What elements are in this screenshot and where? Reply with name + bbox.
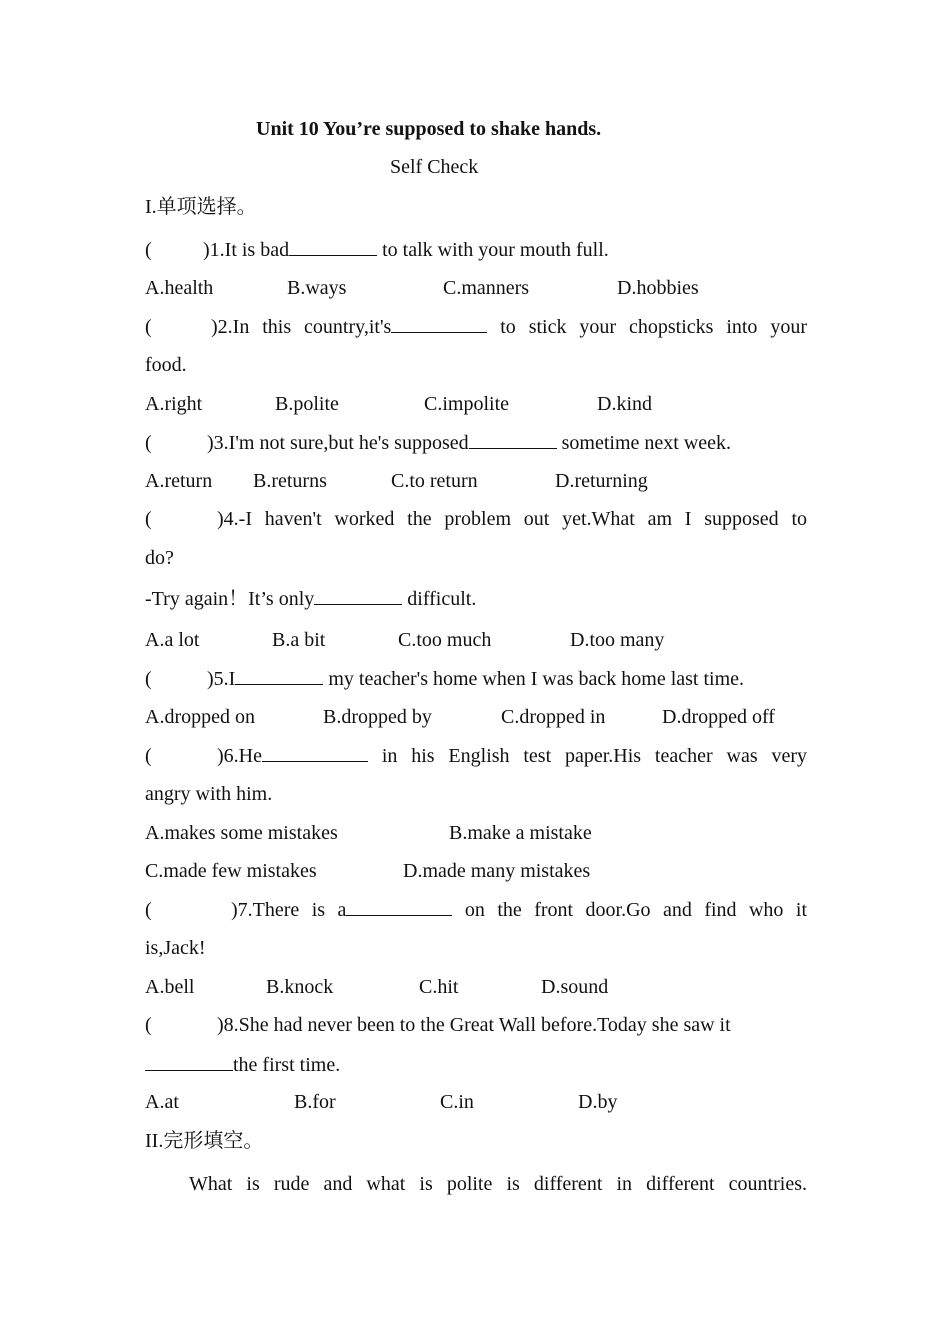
option[interactable]: C.to return [391,470,478,492]
option[interactable]: A.dropped on [145,706,255,728]
answer-blank[interactable] [235,666,323,685]
question-4-dialogue: -Try again！It’s only difficult. [145,588,477,610]
question-2-options [145,392,652,416]
answer-blank[interactable] [469,430,557,449]
answer-blank[interactable] [145,1052,233,1071]
option[interactable]: C.manners [443,277,530,299]
section-1-heading: I.单项选择。 [145,196,257,218]
question-2-continued: food. [145,354,187,376]
option[interactable]: B.polite [275,393,339,415]
option[interactable]: D.hobbies [617,277,699,299]
option[interactable]: B.returns [253,470,327,492]
question-6: ( )6.He in his English test paper.His teacher was very [145,745,807,767]
option[interactable]: D.kind [597,393,652,415]
question-4: ( )4.-I haven't worked the problem out yet.What am I supposed to [145,508,807,530]
question-8-continued: the first time. [145,1052,340,1077]
option[interactable]: C.too much [398,629,492,651]
answer-blank[interactable] [346,897,452,916]
question-1-options [145,276,699,300]
option[interactable]: B.dropped by [323,706,432,728]
question-6-options-row-1 [145,821,592,845]
question-6-continued: angry with him. [145,783,273,805]
option[interactable]: A.a lot [145,629,200,651]
question-2: ( )2.In this country,it's to stick your chopsticks into your [145,316,808,338]
question-5: ( )5.I my teacher's home when I was back home last time. [145,668,745,690]
question-3: ( )3.I'm not sure,but he's supposed sometime next week. [145,432,732,454]
question-7-options [145,975,608,999]
option[interactable]: C.made few mistakes [145,860,317,882]
option[interactable]: D.too many [570,629,665,651]
option[interactable]: D.sound [541,976,609,998]
section-2-heading: II.完形填空。 [145,1130,264,1152]
option[interactable]: C.in [440,1091,474,1113]
question-1: ( )1.It is bad to talk with your mouth full. [145,239,609,261]
answer-blank[interactable] [391,314,487,333]
option[interactable]: D.dropped off [662,706,775,728]
question-6-options-row-2 [145,859,590,883]
question-8-options [145,1090,617,1114]
question-5-options [145,705,775,729]
question-4-continued: do? [145,547,174,569]
question-3-options [145,469,648,493]
option[interactable]: B.knock [266,976,334,998]
question-7: ( )7.There is a on the front door.Go and find who it [145,899,807,921]
page-title: Unit 10 You’re supposed to shake hands. [256,118,602,140]
option[interactable]: B.ways [287,277,347,299]
option[interactable]: C.dropped in [501,706,606,728]
option[interactable]: A.right [145,393,203,415]
option[interactable]: B.make a mistake [449,822,592,844]
option[interactable]: B.a bit [272,629,326,651]
answer-blank[interactable] [289,237,377,256]
option[interactable]: A.health [145,277,214,299]
option[interactable]: D.by [578,1091,618,1113]
question-8: ( )8.She had never been to the Great Wall before.Today she saw it [145,1014,731,1036]
option[interactable]: C.impolite [424,393,509,415]
option[interactable]: B.for [294,1091,336,1113]
passage-first-line: What is rude and what is polite is different in different countries. [189,1173,807,1195]
option[interactable]: D.returning [555,470,648,492]
option[interactable]: C.hit [419,976,459,998]
option[interactable]: A.bell [145,976,195,998]
option[interactable]: D.made many mistakes [403,860,591,882]
question-4-options [145,628,664,652]
answer-blank[interactable] [262,743,368,762]
option[interactable]: A.at [145,1091,179,1113]
answer-blank[interactable] [314,586,402,605]
page-subtitle: Self Check [390,156,479,178]
option[interactable]: A.return [145,470,213,492]
question-7-continued: is,Jack! [145,937,206,959]
option[interactable]: A.makes some mistakes [145,822,338,844]
